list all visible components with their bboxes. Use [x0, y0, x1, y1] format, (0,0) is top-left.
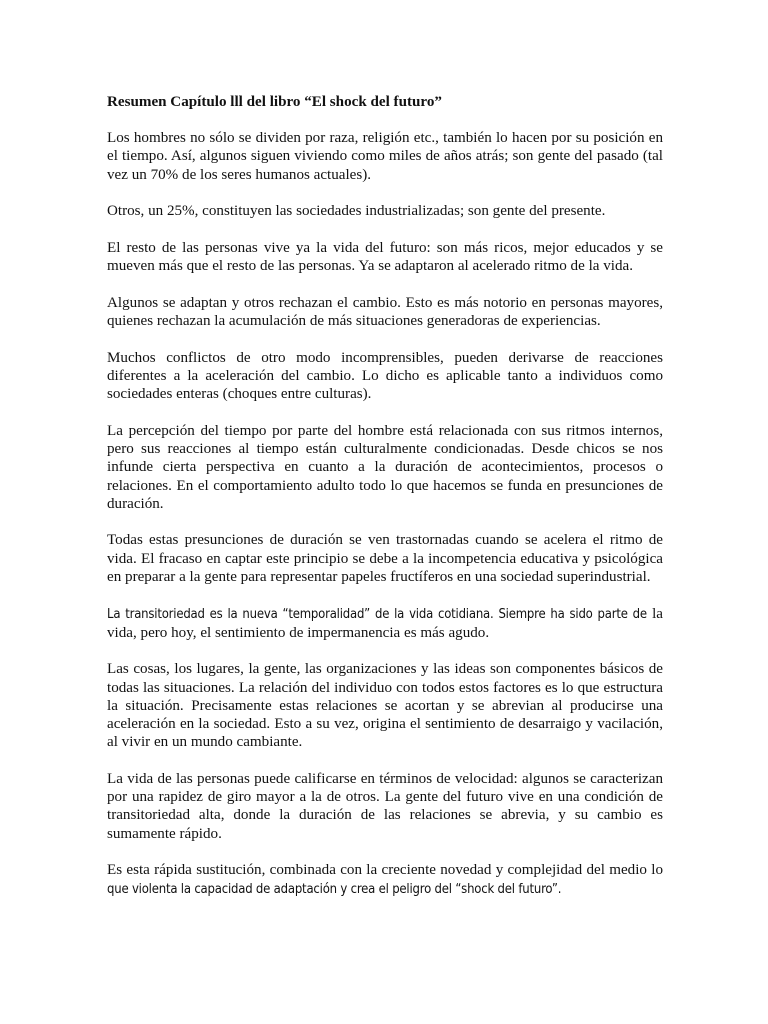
paragraph — [107, 861, 663, 898]
paragraph-text: Otros, un 25%, constituyen las sociedades industrializadas; son gente del presente. — [107, 203, 606, 220]
paragraph-text: Muchos conflictos de otro modo incomprensibles, pueden derivarse de reacciones diferentes a la aceleración del cambio. Lo dicho es aplicable tanto a individuos como sociedades enteras (choques entre culturas). — [107, 349, 663, 403]
paragraph — [107, 531, 663, 586]
paragraph-text: Algunos se adaptan y otros rechazan el cambio. Esto es más notorio en personas mayores, quienes rechazan la acumulación de más situaciones generadoras de experiencias. — [107, 294, 663, 330]
paragraph-text: la vida, pero hoy, el sentimiento de impermanencia es más agudo. — [107, 605, 663, 641]
paragraph-text: que violenta la capacidad de adaptación y crea el peligro del “shock del futuro”. — [107, 881, 562, 897]
paragraph — [107, 202, 663, 220]
paragraph-text: La vida de las personas puede calificarse en términos de velocidad: algunos se caracterizan por una rapidez de giro mayor a la de otros. La gente del futuro vive en una condición de transitoriedad alta, donde la duración de las relaciones se abrevia, y su cambio es sumamente rápido. — [107, 770, 663, 842]
paragraph — [107, 239, 663, 275]
paragraph-text: La transitoriedad es la nueva “temporalidad” de la vida cotidiana. Siempre ha sido parte de — [107, 606, 647, 622]
document-body — [107, 129, 663, 899]
paragraph-text: Todas estas presunciones de duración se ven trastornadas cuando se acelera el ritmo de vida. El fracaso en captar este principio se debe a la incompetencia educativa y psicológica en preparar a la gente para representar papeles fructíferos en una sociedad superindustrial. — [107, 532, 663, 585]
paragraph — [107, 129, 663, 184]
paragraph-text: Las cosas, los lugares, la gente, las organizaciones y las ideas son componentes básicos de todas las situaciones. La relación del individuo con todos estos factores es lo que estructura la situación. Precisamente estas relaciones se acortan y se abrevian al producirse una aceleración en la sociedad. Esto a su vez, origina el sentimiento de desarraigo y vacilación, al vivir en un mundo cambiante. — [107, 661, 663, 751]
paragraph — [107, 422, 663, 513]
paragraph-text: Los hombres no sólo se dividen por raza, religión etc., también lo hacen por su posición en el tiempo. Así, algunos siguen viviendo como miles de años atrás; son gente del pasado (tal vez un 70% de los seres humanos actuales). — [107, 130, 663, 183]
document-title: Resumen Capítulo lll del libro “El shock del futuro” — [107, 94, 442, 110]
paragraph — [107, 605, 663, 642]
paragraph-text: El resto de las personas vive ya la vida del futuro: son más ricos, mejor educados y se mueven más que el resto de las personas. Ya se adaptaron al acelerado ritmo de la vida. — [107, 240, 663, 275]
paragraph — [107, 349, 663, 404]
paragraph — [107, 660, 663, 751]
paragraph-text: Es esta rápida sustitución, combinada con la creciente novedad y complejidad del medio lo — [107, 862, 663, 879]
document-page — [107, 93, 663, 917]
paragraph — [107, 294, 663, 330]
paragraph — [107, 770, 663, 843]
paragraph-text: La percepción del tiempo por parte del hombre está relacionada con sus ritmos internos, pero sus reacciones al tiempo están culturalmente condicionadas. Desde chicos se nos infunde cierta perspectiva en cuanto a la duración de acontecimientos, procesos o relaciones. En el comportamiento adulto todo lo que hacemos se funda en presunciones de duración. — [107, 422, 663, 512]
